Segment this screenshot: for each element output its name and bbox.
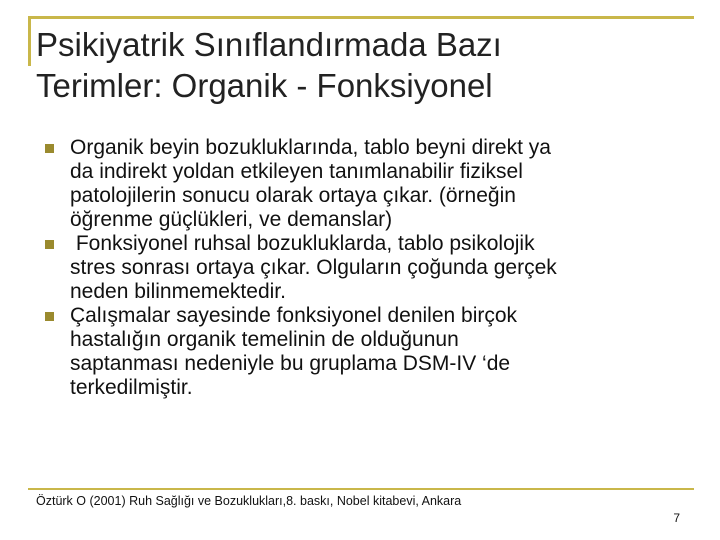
title-frame-left-line [28, 16, 31, 66]
bullet-text [70, 136, 694, 232]
bullet-line: da indirekt yoldan etkileyen tanımlanabilir fiziksel [70, 160, 523, 183]
slide-title-line-1: Psikiyatrik Sınıflandırmada Bazı [36, 26, 502, 63]
bullet-line: Çalışmalar sayesinde fonksiyonel denilen birçok [70, 304, 518, 327]
bullet-line: patolojilerin sonucu olarak ortaya çıkar. (örneğin [70, 184, 516, 207]
slide-title-line-2: Terimler: Organik - Fonksiyonel [36, 67, 493, 104]
bullet-line: terkedilmiştir. [70, 376, 193, 399]
square-bullet-icon [45, 144, 54, 153]
slide-title [36, 24, 676, 106]
bullet-line: neden bilinmemektedir. [70, 280, 286, 303]
bullet-line: saptanması nedeniyle bu gruplama DSM-IV ‘de [70, 352, 511, 375]
bullet-item-organik [44, 136, 694, 232]
square-bullet-icon [45, 240, 54, 249]
bullet-line: hastalığın organik temelinin de olduğunun [70, 328, 459, 351]
bullet-line: Organik beyin bozukluklarında, tablo beyni direkt ya [70, 136, 551, 159]
bullet-list [44, 136, 694, 400]
bullet-text [70, 232, 694, 304]
page-number: 7 [673, 511, 680, 525]
bullet-item-fonksiyonel [44, 232, 694, 304]
citation-reference: Öztürk O (2001) Ruh Sağlığı ve Bozuklukları,8. baskı, Nobel kitabevi, Ankara [36, 494, 462, 508]
bullet-line: stres sonrası ortaya çıkar. Olguların çoğunda gerçek [70, 256, 557, 279]
bullet-line: Fonksiyonel ruhsal bozukluklarda, tablo psikolojik [70, 232, 535, 255]
title-frame-top-line [28, 16, 694, 19]
bullet-text [70, 304, 694, 400]
bullet-item-calismalar [44, 304, 694, 400]
bullet-line: öğrenme güçlükleri, ve demanslar) [70, 208, 393, 231]
square-bullet-icon [45, 312, 54, 321]
footer-divider [28, 488, 694, 490]
